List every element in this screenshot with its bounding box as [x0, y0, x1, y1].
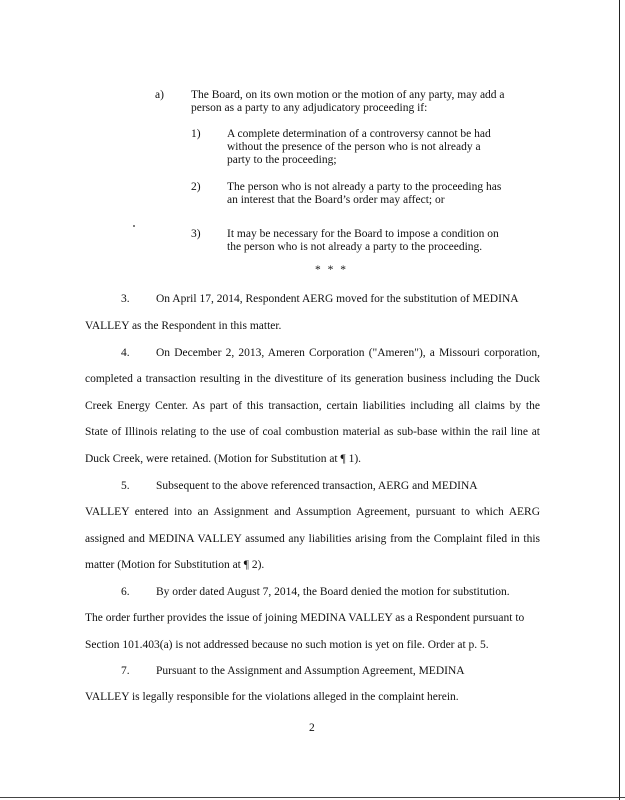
paragraph-number: 4.: [121, 347, 130, 359]
paragraph-line: VALLEY as the Respondent in this matter.: [85, 320, 282, 332]
subitem-3-label: 3): [191, 228, 201, 240]
subitem-1-line: without the presence of the person who is not already a: [227, 141, 481, 153]
item-a-line: person as a party to any adjudicatory proceeding if:: [191, 102, 428, 114]
paragraph-line: On December 2, 2013, Ameren Corporation ("Ameren"), a Missouri corporation,: [156, 347, 540, 359]
paragraph-number: 3.: [121, 293, 130, 305]
paragraph-line: By order dated August 7, 2014, the Board denied the motion for substitution.: [156, 586, 510, 598]
paragraph-line: Subsequent to the above referenced transaction, AERG and MEDINA: [156, 480, 478, 492]
paragraph-number: 5.: [121, 480, 130, 492]
paragraph-line: On April 17, 2014, Respondent AERG moved for the substitution of MEDINA: [156, 293, 519, 305]
subitem-3-line: the person who is not already a party to the proceeding.: [227, 241, 483, 253]
ellipsis: * * *: [315, 264, 348, 276]
subitem-1-label: 1): [191, 128, 201, 140]
paragraph-line: Duck Creek, were retained. (Motion for Substitution at ¶ 1).: [85, 453, 362, 465]
subitem-1-line: A complete determination of a controversy cannot be had: [227, 128, 491, 140]
paragraph-line: matter (Motion for Substitution at ¶ 2).: [85, 559, 265, 571]
paragraph-line: Pursuant to the Assignment and Assumption Agreement, MEDINA: [156, 665, 465, 677]
paragraph-line: VALLEY entered into an Assignment and Assumption Agreement, pursuant to which AERG: [85, 506, 540, 518]
paragraph-number: 6.: [121, 586, 130, 598]
scan-speck: [133, 225, 135, 227]
subitem-2-label: 2): [191, 181, 201, 193]
paragraph-line: The order further provides the issue of joining MEDINA VALLEY as a Respondent pursuant to: [85, 612, 525, 624]
subitem-3-line: It may be necessary for the Board to impose a condition on: [227, 228, 499, 240]
subitem-1-line: party to the proceeding;: [227, 154, 337, 166]
paragraph-line: State of Illinois relating to the use of coal combustion material as sub-base within the rail line at: [85, 426, 540, 438]
scan-edge-right: [619, 0, 620, 800]
paragraph-line: assigned and MEDINA VALLEY assumed any liabilities arising from the Complaint filed in this: [85, 533, 540, 545]
paragraph-line: Section 101.403(a) is not addressed because no such motion is yet on file. Order at p. 5.: [85, 639, 489, 651]
subitem-2-line: The person who is not already a party to the proceeding has: [227, 181, 502, 193]
paragraph-number: 7.: [121, 665, 130, 677]
paragraph-line: VALLEY is legally responsible for the violations alleged in the complaint herein.: [85, 691, 459, 703]
paragraph-line: Creek Energy Center. As part of this transaction, certain liabilities including all claims by the: [85, 400, 540, 412]
item-a-label: a): [155, 89, 164, 101]
subitem-2-line: an interest that the Board’s order may affect; or: [227, 194, 445, 206]
item-a-line: The Board, on its own motion or the motion of any party, may add a: [191, 89, 505, 101]
scan-edge-bottom: [0, 797, 625, 798]
page-number: 2: [309, 722, 315, 734]
paragraph-line: completed a transaction resulting in the divestiture of its generation business including the Duck: [85, 373, 540, 385]
